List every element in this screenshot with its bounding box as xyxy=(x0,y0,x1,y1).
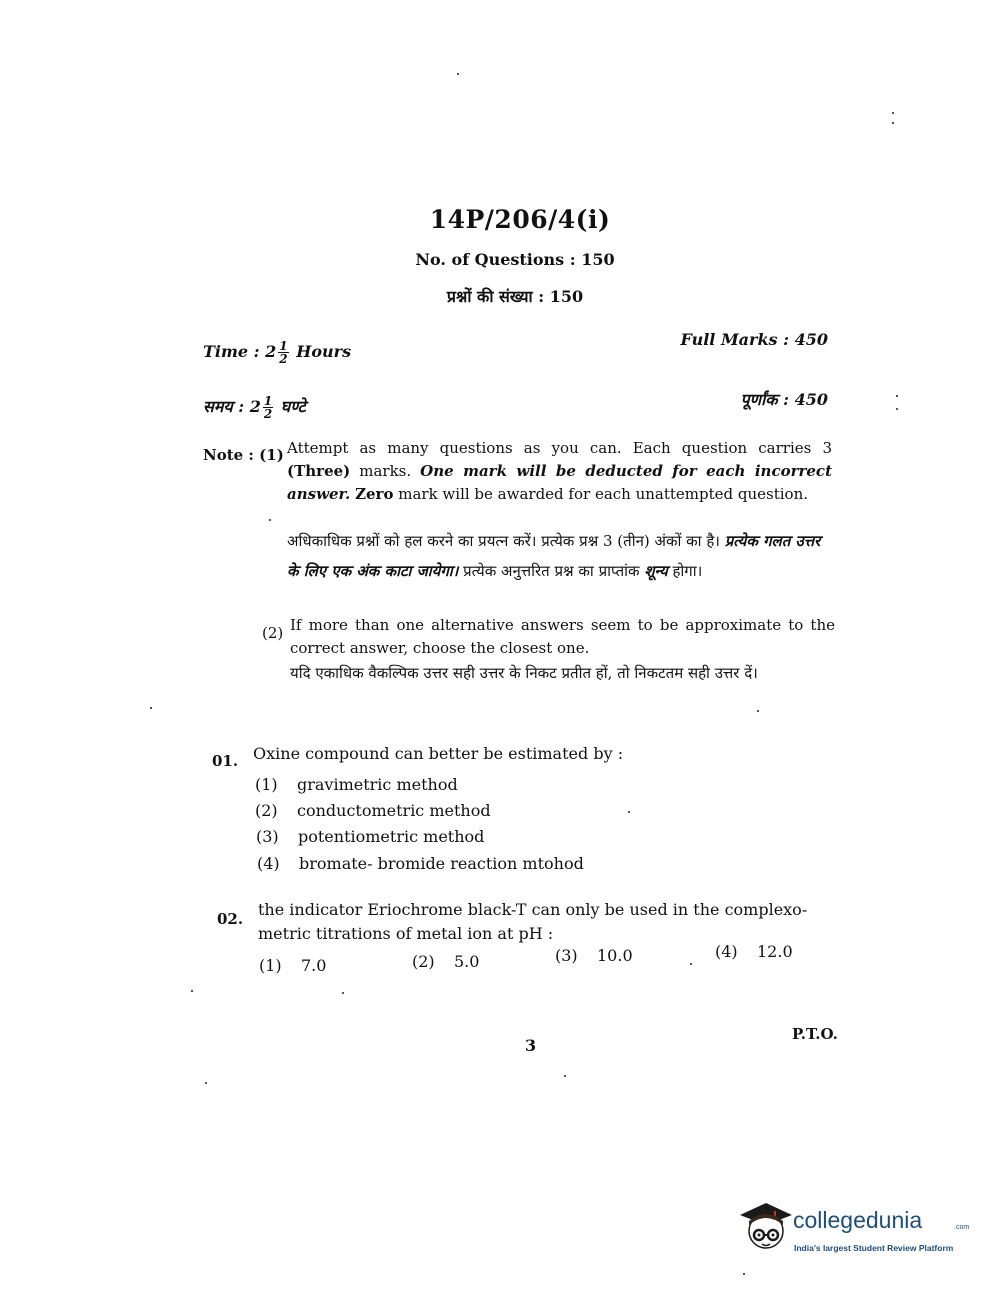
scan-speck xyxy=(342,992,344,994)
note-1-hi-e: होगा। xyxy=(667,562,703,580)
scan-speck xyxy=(191,990,193,992)
option-number: (2) xyxy=(412,952,435,971)
scan-speck xyxy=(269,519,271,521)
note-2-hindi: यदि एकाधिक वैकल्पिक उत्तर सही उत्तर के निकट प्रतीत हों, तो निकटतम सही उत्तर दें। xyxy=(290,664,758,682)
time-allowed xyxy=(203,340,351,365)
note-1-hi-d: शून्य xyxy=(644,562,668,580)
scan-speck xyxy=(757,710,759,712)
scan-speck xyxy=(564,1075,566,1077)
option-text: gravimetric method xyxy=(297,775,458,794)
time-fraction-num: 1 xyxy=(279,339,288,353)
time-fraction xyxy=(278,340,288,365)
note-1-hindi xyxy=(287,526,832,586)
question-2-number: 02. xyxy=(217,910,244,928)
note-1-hi-b: प्रत्येक गलत उत्तर के लिए एक अंक काटा जायेगा। xyxy=(287,532,821,580)
note-1-en-d: One mark will be deducted for each incorrect answer. xyxy=(287,462,832,503)
page-number: 3 xyxy=(525,1036,537,1055)
pto-label: P.T.O. xyxy=(792,1025,838,1043)
option-text: 7.0 xyxy=(301,956,327,975)
note-1-en-f: Zero xyxy=(355,485,394,503)
option-text: potentiometric method xyxy=(298,827,485,846)
option-text: conductometric method xyxy=(297,801,491,820)
question-2-option-3 xyxy=(555,946,633,965)
note-label: Note : (1) xyxy=(203,446,284,464)
scan-speck xyxy=(743,1273,745,1275)
note-1-hi-c: प्रत्येक अनुत्तरित प्रश्न का प्राप्तांक xyxy=(458,562,645,580)
option-text: 10.0 xyxy=(597,946,633,965)
option-text: bromate- bromide reaction mtohod xyxy=(299,854,584,873)
option-number: (4) xyxy=(715,942,738,961)
option-number: (2) xyxy=(255,801,278,820)
question-1-option-1 xyxy=(255,775,458,794)
note-1-en-b: (Three) xyxy=(287,462,351,480)
question-2-text: the indicator Eriochrome black-T can only be used in the complexo-metric titrations of metal ion at pH : xyxy=(258,900,808,943)
note-2-english: If more than one alternative answers seem to be approximate to the correct answer, choose the closest one. xyxy=(290,616,835,657)
question-1-option-2 xyxy=(255,801,491,820)
note-1-en-a: Attempt as many questions as you can. Each question carries 3 xyxy=(287,439,832,457)
option-number: (3) xyxy=(555,946,578,965)
question-1-number: 01. xyxy=(212,752,239,770)
brand-suffix: .com xyxy=(954,1224,970,1231)
note-2-label: (2) xyxy=(262,624,284,642)
note-1-hi-a: अधिकाधिक प्रश्नों को हल करने का प्रयत्न करें। प्रत्येक प्रश्न 3 (तीन) अंकों का है। xyxy=(287,532,725,550)
question-2-option-4 xyxy=(715,942,793,961)
note-1-en-c: marks. xyxy=(350,462,421,480)
scan-speck xyxy=(205,1082,207,1084)
time-fraction-den: 2 xyxy=(279,352,288,366)
paper-code: 14P/206/4(i) xyxy=(429,205,611,234)
option-text: 12.0 xyxy=(757,942,793,961)
scan-speck xyxy=(690,963,692,965)
option-number: (3) xyxy=(256,827,279,846)
time-hi-fraction-num: 1 xyxy=(263,394,273,408)
scan-speck xyxy=(628,811,630,813)
scan-speck xyxy=(892,122,894,124)
full-marks: Full Marks : 450 xyxy=(680,330,828,349)
option-number: (4) xyxy=(257,854,280,873)
time-label: Time : 2 xyxy=(203,342,277,361)
full-marks-hindi: पूर्णांक : 450 xyxy=(740,390,828,409)
scan-speck xyxy=(150,707,152,709)
time-allowed-hindi xyxy=(203,395,306,420)
option-number: (1) xyxy=(259,956,282,975)
brand-name: collegedunia xyxy=(793,1207,923,1233)
question-1-text: Oxine compound can better be estimated by : xyxy=(253,744,624,763)
question-1-option-3 xyxy=(256,827,484,846)
time-hi-unit: घण्टे xyxy=(280,397,306,416)
scan-speck xyxy=(892,112,894,114)
time-unit: Hours xyxy=(296,342,352,361)
note-1-english xyxy=(287,437,832,506)
question-1-option-4 xyxy=(257,854,584,873)
scan-speck xyxy=(896,395,898,397)
time-hi-label: समय : 2 xyxy=(203,397,261,416)
brand-tagline: India's largest Student Review Platform xyxy=(794,1243,954,1253)
question-2-option-1 xyxy=(259,956,326,975)
question-2-option-2 xyxy=(412,952,479,971)
option-text: 5.0 xyxy=(454,952,480,971)
time-hi-fraction-den: 2 xyxy=(263,407,273,421)
questions-count-hindi: प्रश्नों की संख्या : 150 xyxy=(446,287,584,306)
scan-speck xyxy=(457,73,459,75)
questions-count: No. of Questions : 150 xyxy=(415,250,615,269)
option-number: (1) xyxy=(255,775,278,794)
note-1-en-g: mark will be awarded for each unattempted question. xyxy=(393,485,809,503)
time-hi-fraction xyxy=(263,395,273,420)
scan-speck xyxy=(896,408,898,410)
